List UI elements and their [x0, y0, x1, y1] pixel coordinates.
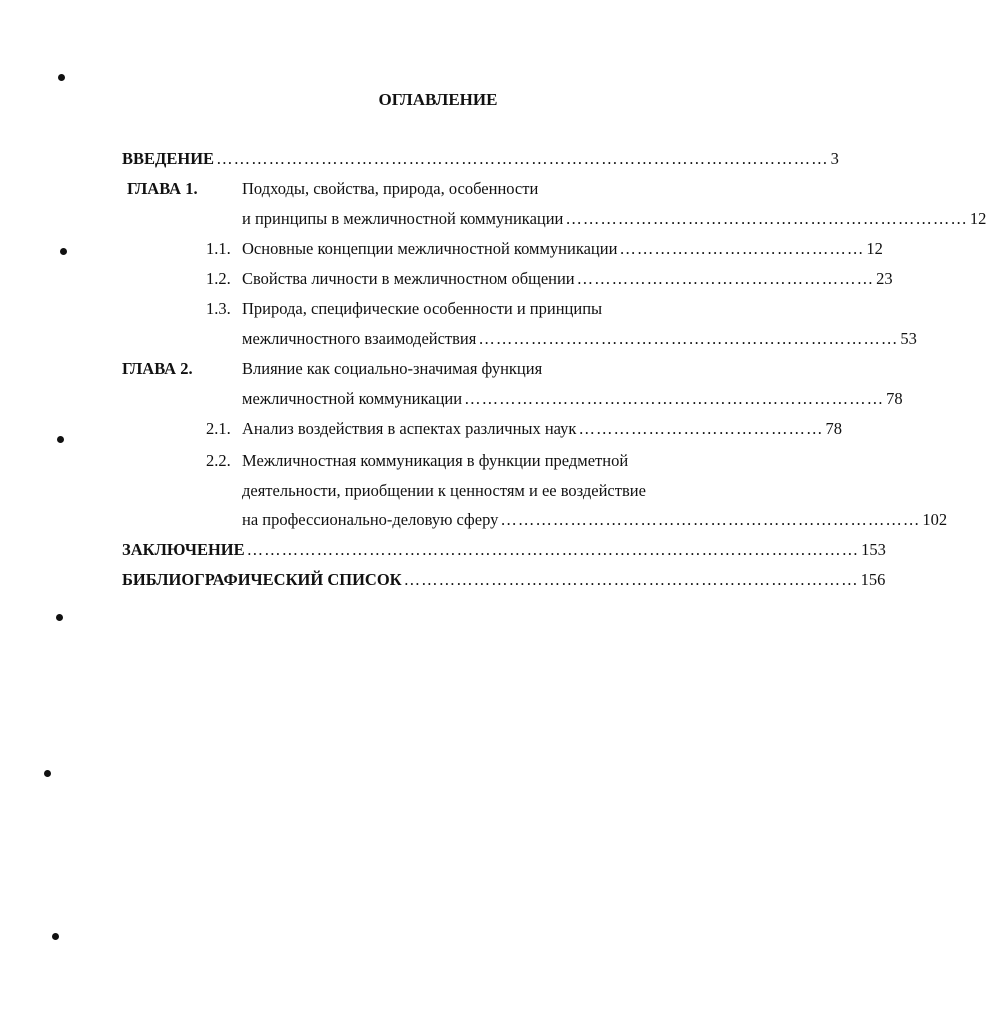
toc-entry-label: ВВЕДЕНИЕ — [122, 149, 215, 168]
toc-page-number: 12 — [866, 239, 883, 258]
toc-section-number: 1.3. — [206, 299, 231, 318]
toc-leader: …………………………………………… — [576, 269, 875, 288]
toc-chapter-1-title-line2[interactable] — [242, 209, 986, 229]
toc-page-number: 156 — [860, 570, 886, 589]
binding-hole-mark — [56, 614, 63, 621]
toc-entry-bibliography[interactable] — [122, 570, 886, 590]
toc-leader: …………………………………………………………… — [565, 209, 968, 228]
toc-section-number: 2.1. — [206, 419, 231, 438]
toc-leader: ……………………………………………………………… — [500, 510, 921, 529]
toc-chapter-1-title-line1[interactable]: Подходы, свойства, природа, особенности — [242, 179, 539, 198]
toc-entry-text: межличностной коммуникации — [242, 389, 463, 408]
toc-leader: …………………………………… — [619, 239, 865, 258]
toc-page-number: 78 — [886, 389, 903, 408]
toc-entry-conclusion[interactable] — [122, 540, 886, 560]
toc-page-number: 53 — [900, 329, 917, 348]
toc-entry-text: и принципы в межличностной коммуникации — [242, 209, 564, 228]
toc-page-number: 3 — [830, 149, 839, 168]
toc-section-1-3-line1[interactable]: Природа, специфические особенности и принципы — [242, 299, 603, 318]
toc-section-2-2-line2[interactable]: деятельности, приобщении к ценностям и ее воздействие — [242, 481, 646, 500]
toc-section-number: 1.2. — [206, 269, 231, 288]
toc-section-2-2-line1[interactable]: Межличностная коммуникация в функции предметной — [242, 451, 629, 470]
toc-page-number: 153 — [861, 540, 886, 559]
toc-entry-text: Свойства личности в межличностном общении — [242, 269, 575, 288]
toc-leader: …………………………………………………………………… — [403, 570, 859, 589]
binding-hole-mark — [57, 436, 64, 443]
toc-leader: …………………………………… — [578, 419, 824, 438]
page-title: ОГЛАВЛЕНИЕ — [378, 90, 498, 109]
toc-chapter-2-title-line2[interactable] — [242, 389, 903, 409]
toc-entry-introduction[interactable] — [122, 149, 839, 169]
toc-entry-text: межличностного взаимодействия — [242, 329, 477, 348]
binding-hole-mark — [44, 770, 51, 777]
toc-section-1-1[interactable] — [242, 239, 883, 259]
toc-section-number: 1.1. — [206, 239, 231, 258]
toc-leader: …………………………………………………………………………………………… — [246, 540, 860, 559]
toc-entry-label: ЗАКЛЮЧЕНИЕ — [122, 540, 245, 559]
toc-section-1-3-line2[interactable] — [242, 329, 917, 349]
toc-section-1-2[interactable] — [242, 269, 893, 289]
toc-leader: …………………………………………………………………………………………… — [216, 149, 829, 168]
binding-hole-mark — [60, 248, 67, 255]
toc-entry-text: на профессионально-деловую сферу — [242, 510, 499, 529]
toc-leader: ……………………………………………………………… — [464, 389, 885, 408]
toc-section-number: 2.2. — [206, 451, 231, 470]
binding-hole-mark — [58, 74, 65, 81]
toc-section-2-1[interactable] — [242, 419, 842, 439]
toc-entry-text: Основные концепции межличностной коммуникации — [242, 239, 618, 258]
toc-page-number: 102 — [922, 510, 948, 529]
toc-chapter-2-label: ГЛАВА 2. — [122, 359, 193, 378]
toc-page-number: 78 — [825, 419, 842, 438]
toc-entry-label: БИБЛИОГРАФИЧЕСКИЙ СПИСОК — [122, 570, 402, 589]
toc-chapter-1-label: ГЛАВА 1. — [127, 179, 198, 198]
toc-section-2-2-line3[interactable] — [242, 510, 948, 530]
toc-chapter-2-title-line1[interactable]: Влияние как социально-значимая функция — [242, 359, 543, 378]
toc-page-number: 23 — [876, 269, 893, 288]
toc-entry-text: Анализ воздействия в аспектах различных наук — [242, 419, 577, 438]
binding-hole-mark — [52, 933, 59, 940]
toc-page-number: 12 — [969, 209, 986, 228]
toc-leader: ……………………………………………………………… — [478, 329, 899, 348]
